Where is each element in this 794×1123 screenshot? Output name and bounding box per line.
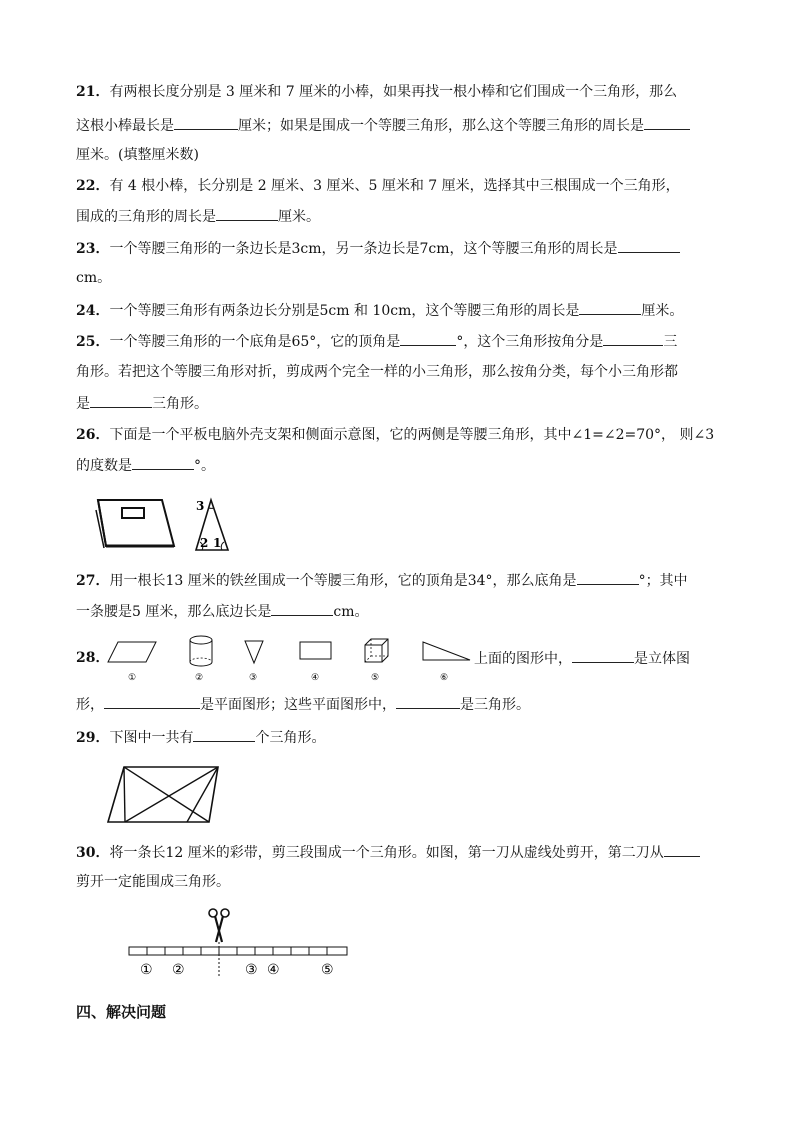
q27-line-1 (76, 570, 688, 591)
q30-text-2: 剪开一定能围成三角形。 (76, 874, 230, 890)
ribbon-label-1: ① (140, 962, 153, 978)
q28-line-2 (76, 694, 530, 715)
shape-label-2: ② (195, 673, 204, 683)
ribbon-label-4: ④ (267, 962, 280, 978)
q30-line-1 (76, 842, 700, 863)
q23-blank[interactable] (618, 238, 680, 253)
q28-text-1b: 是立体图 (634, 651, 690, 667)
q27-line-2 (76, 601, 368, 622)
q29-text-1b: 个三角形。 (255, 730, 326, 746)
shape-label-3: ③ (249, 673, 258, 683)
shape-rectangle (298, 640, 334, 684)
q26-line-2 (76, 455, 215, 476)
shape-cylinder (186, 634, 218, 684)
shape-label-5: ⑤ (371, 673, 380, 683)
q25-line-3 (76, 393, 208, 414)
q21-text-2b: 厘米；如果是围成一个等腰三角形，那么这个等腰三角形的周长是 (238, 118, 644, 134)
q25-text-1c: 三 (663, 334, 678, 350)
q23-line-2 (76, 268, 111, 288)
shape-right-triangle (420, 640, 476, 684)
q26-text-2a: 的度数是 (76, 458, 132, 474)
q27-text-2b: cm。 (333, 604, 369, 620)
q25-line-2 (76, 362, 678, 382)
q23-number: 23． (76, 241, 110, 257)
q28-line-1 (474, 648, 690, 669)
q21-line-1 (76, 82, 677, 102)
q22-line-2 (76, 206, 320, 227)
q25-number: 25． (76, 334, 110, 350)
scissors-icon (209, 909, 229, 942)
q27-blank-1[interactable] (577, 570, 639, 585)
q25-text-3a: 是 (76, 396, 90, 412)
q22-line-1 (76, 176, 680, 196)
q22-blank[interactable] (216, 206, 278, 221)
q21-line-2 (76, 115, 690, 136)
q26-text-2b: °。 (194, 458, 215, 474)
triangle-side-figure (192, 496, 238, 554)
ribbon-figure (126, 904, 356, 984)
q25-text-3b: 三角形。 (152, 396, 208, 412)
q28-blank-3[interactable] (396, 694, 460, 709)
q22-number: 22． (76, 178, 110, 194)
q25-blank-3[interactable] (90, 393, 152, 408)
q23-text-1: 一个等腰三角形的一条边长是3cm，另一条边长是7cm，这个等腰三角形的周长是 (109, 241, 618, 257)
q29-text-1a: 下图中一共有 (109, 730, 194, 746)
q29-blank[interactable] (193, 727, 255, 742)
q25-line-1 (76, 331, 677, 352)
q30-text-1: 将一条长12 厘米的彩带，剪三段围成一个三角形。如图，第一刀从虚线处剪开，第二刀从 (109, 845, 664, 861)
angle-label-1: 1 (213, 536, 222, 550)
shape-inverted-triangle (242, 638, 268, 684)
q22-text-2b: 厘米。 (278, 209, 320, 225)
q25-text-2: 角形。若把这个等腰三角形对折，剪成两个完全一样的小三角形，那么按角分类，每个小三角形都 (76, 364, 678, 380)
q28-text-1a: 上面的图形中， (474, 651, 572, 667)
q26-blank[interactable] (132, 455, 194, 470)
q26-line-1 (76, 425, 714, 445)
q27-blank-2[interactable] (271, 601, 333, 616)
q30-number: 30． (76, 845, 110, 861)
q27-number: 27． (76, 573, 110, 589)
q28-text-2b: 是平面图形；这些平面图形中， (200, 697, 396, 713)
q21-blank-2[interactable] (644, 115, 690, 130)
shape-label-1: ① (128, 673, 137, 683)
triangle-count-figure (104, 764, 222, 826)
q24-line-1 (76, 300, 683, 321)
q25-text-1a: 一个等腰三角形的一个底角是65°，它的顶角是 (109, 334, 401, 350)
q21-text-1: 有两根长度分别是 3 厘米和 7 厘米的小棒，如果再找一根小棒和它们围成一个三角形，那么 (109, 84, 678, 100)
ribbon-label-3: ③ (245, 962, 258, 978)
q27-text-1a: 用一根长13 厘米的铁丝围成一个等腰三角形，它的顶角是34°，那么底角是 (109, 573, 577, 589)
q29-line-1 (76, 727, 325, 748)
q24-text-1b: 厘米。 (641, 303, 684, 319)
q23-line-1 (76, 238, 680, 259)
q26-number: 26． (76, 427, 110, 443)
q27-text-1b: °；其中 (638, 573, 688, 589)
q21-number: 21． (76, 84, 110, 100)
q23-text-2: cm。 (76, 270, 112, 286)
ribbon-label-2: ② (172, 962, 185, 978)
angle-label-3: 3 (196, 499, 205, 513)
q28-text-2c: 是三角形。 (460, 697, 530, 713)
tablet-case-figure (92, 494, 176, 552)
shape-parallelogram (106, 640, 160, 684)
shape-label-4: ④ (311, 673, 320, 683)
q21-text-2a: 这根小棒最长是 (76, 118, 174, 134)
q22-text-2a: 围成的三角形的周长是 (76, 209, 216, 225)
q21-line-3 (76, 145, 199, 165)
q25-blank-2[interactable] (603, 331, 663, 346)
q25-blank-1[interactable] (400, 331, 456, 346)
shape-cube (362, 636, 392, 684)
q24-blank[interactable] (579, 300, 641, 315)
q22-text-1: 有 4 根小棒，长分别是 2 厘米、3 厘米、5 厘米和 7 厘米，选择其中三根围成一个三角形， (109, 178, 680, 194)
q21-blank-1[interactable] (174, 115, 238, 130)
angle-label-2: 2 (200, 536, 209, 550)
q25-text-1b: °，这个三角形按角分是 (456, 334, 604, 350)
q30-line-2 (76, 872, 230, 892)
q24-text-1a: 一个等腰三角形有两条边长分别是5cm 和 10cm，这个等腰三角形的周长是 (109, 303, 580, 319)
q27-text-2a: 一条腰是5 厘米，那么底边长是 (76, 604, 272, 620)
q28-blank-2[interactable] (104, 694, 200, 709)
q21-text-3: 厘米。(填整厘米数) (76, 147, 199, 163)
q28-blank-1[interactable] (572, 648, 634, 663)
shape-label-6: ⑥ (440, 673, 449, 683)
section-title: 四、解决问题 (76, 1003, 167, 1021)
q28-text-2a: 形， (76, 697, 104, 713)
q24-number: 24． (76, 303, 110, 319)
q28-number: 28． (76, 650, 110, 666)
q29-number: 29． (76, 730, 110, 746)
q26-text-1: 下面是一个平板电脑外壳支架和侧面示意图，它的两侧是等腰三角形，其中∠1=∠2=70°， 则∠3 (109, 427, 715, 443)
q30-blank[interactable] (664, 842, 700, 857)
ribbon-label-5: ⑤ (321, 962, 334, 978)
q28-number-line (76, 648, 109, 668)
